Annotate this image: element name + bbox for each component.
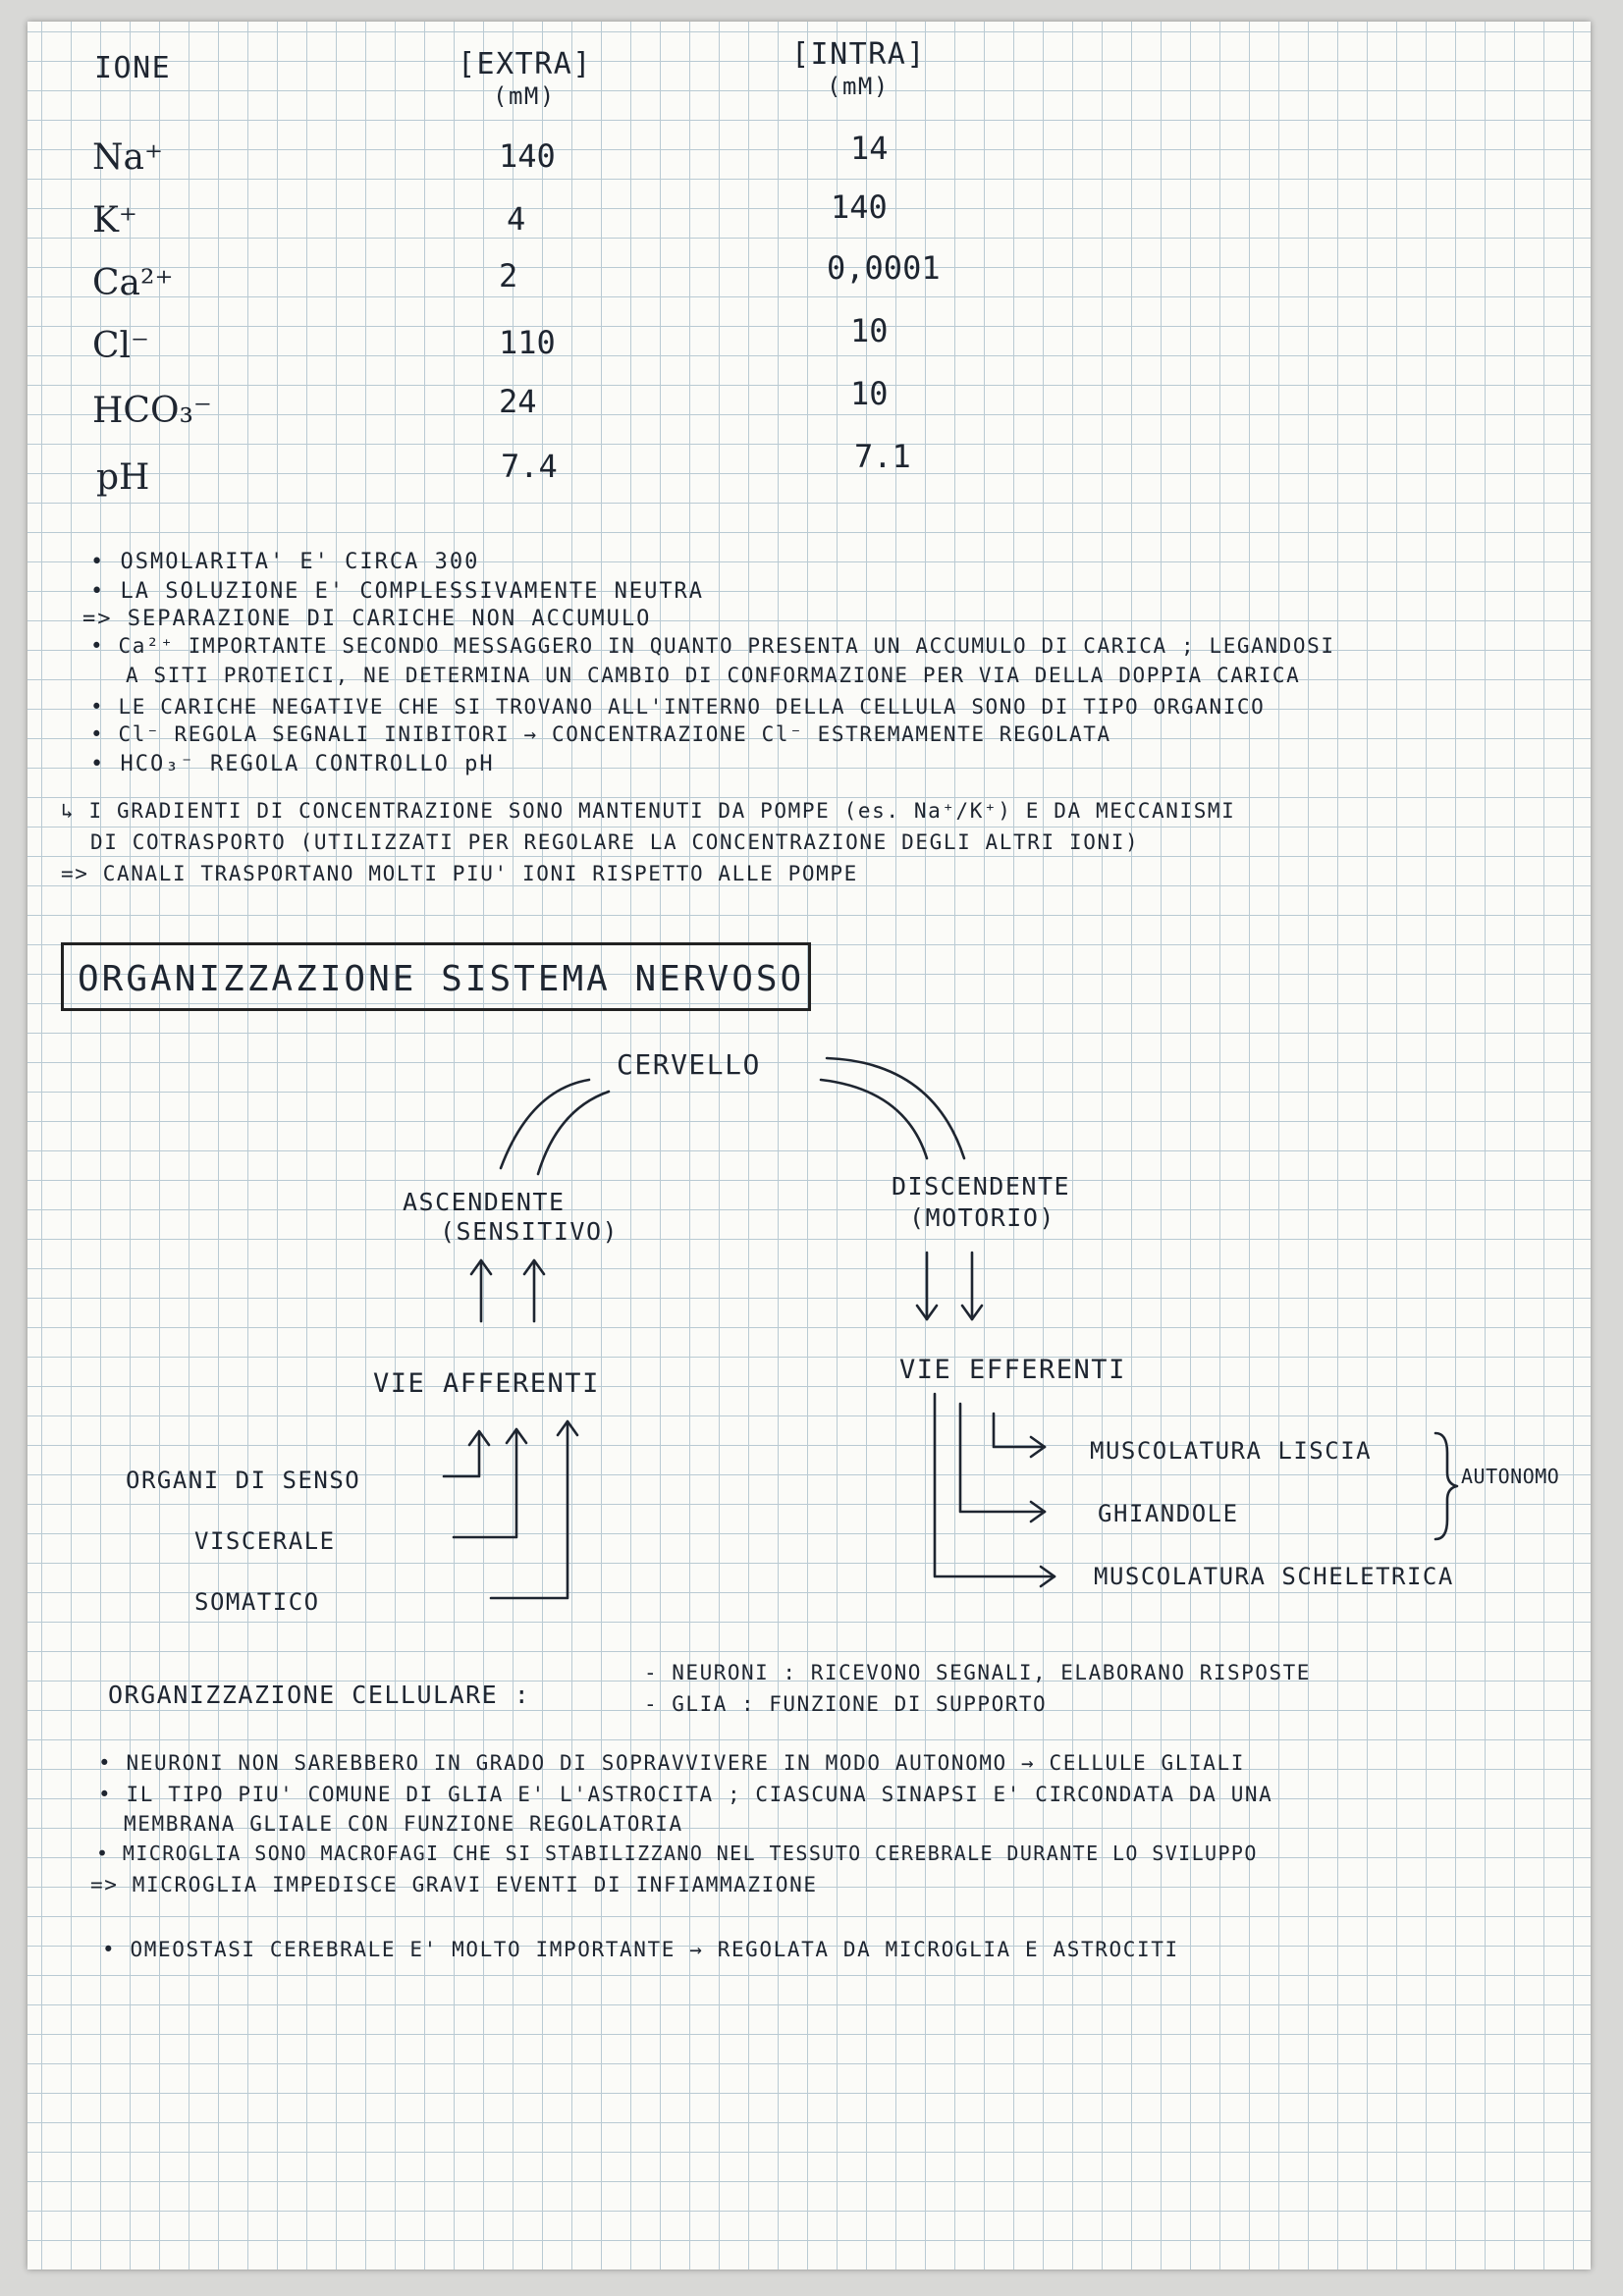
table-ion-cell: K⁺ [92,200,137,240]
diagram-afferent-source: SOMATICO [194,1588,320,1616]
diagram-ascending-label: ASCENDENTE [403,1188,566,1216]
note-line: • HCO₃⁻ REGOLA CONTROLLO pH [90,752,495,776]
table-intra-cell: 0,0001 [827,249,941,287]
table-intra-cell: 10 [850,375,889,412]
cell-org-glia: - GLIA : FUNZIONE DI SUPPORTO [644,1692,1048,1716]
diagram-efferent-target: GHIANDOLE [1098,1500,1239,1527]
table-intra-cell: 14 [850,130,889,167]
table-extra-cell: 110 [499,324,556,361]
note-line: • LE CARICHE NEGATIVE CHE SI TROVANO ALL'INTERNO DELLA CELLULA SONO DI TIPO ORGANICO [90,695,1266,719]
note-line: => CANALI TRASPORTANO MOLTI PIU' IONI RISPETTO ALLE POMPE [61,862,858,885]
note-line: • LA SOLUZIONE E' COMPLESSIVAMENTE NEUTRA [90,579,705,604]
table-header-intra-unit: (mM) [827,73,890,100]
note-line: • IL TIPO PIU' COMUNE DI GLIA E' L'ASTROCITA ; CIASCUNA SINAPSI E' CIRCONDATA DA UNA [98,1783,1273,1806]
diagram-efferent-target: MUSCOLATURA LISCIA [1090,1437,1373,1465]
afferent-somatic-arrow [491,1421,568,1598]
note-line: DI COTRASPORTO (UTILIZZATI PER REGOLARE LA CONCENTRAZIONE DEGLI ALTRI IONI) [90,830,1140,854]
section-title: ORGANIZZAZIONE SISTEMA NERVOSO [78,959,805,999]
note-line: • Ca²⁺ IMPORTANTE SECONDO MESSAGGERO IN QUANTO PRESENTA UN ACCUMULO DI CARICA ; LEGANDOSI [90,634,1335,658]
table-header-extra-unit: (mM) [493,82,556,110]
diagram-efferent-label: VIE EFFERENTI [899,1355,1126,1385]
table-intra-cell: 140 [831,188,888,226]
note-line: • OMEOSTASI CEREBRALE E' MOLTO IMPORTANTE → REGOLATA DA MICROGLIA E ASTROCITI [102,1938,1179,1961]
diagram-brain-label: CERVELLO [617,1048,761,1081]
note-line: => SEPARAZIONE DI CARICHE NON ACCUMULO [82,607,652,631]
diagram-afferent-source: ORGANI DI SENSO [126,1467,361,1494]
diagram-autonomic-label: AUTONOMO [1461,1465,1560,1488]
table-extra-cell: 24 [499,383,537,420]
note-line: • NEURONI NON SAREBBERO IN GRADO DI SOPRAVVIVERE IN MODO AUTONOMO → CELLULE GLIALI [98,1751,1245,1775]
diagram-ascending-sub: (SENSITIVO) [440,1217,620,1246]
table-ion-cell: pH [96,457,150,498]
cell-org-neurons: - NEURONI : RICEVONO SEGNALI, ELABORANO RISPOSTE [644,1661,1311,1684]
table-extra-cell: 140 [499,137,556,175]
note-line: MEMBRANA GLIALE CON FUNZIONE REGOLATORIA [124,1812,683,1836]
diagram-descending-sub: (MOTORIO) [909,1203,1055,1232]
table-extra-cell: 2 [499,257,518,294]
afferent-visceral-arrow [454,1429,516,1537]
table-extra-cell: 7.4 [501,448,558,485]
table-header-extra: [EXTRA] [458,47,592,81]
table-intra-cell: 7.1 [854,438,911,475]
note-line: • Cl⁻ REGOLA SEGNALI INIBITORI → CONCENTRAZIONE Cl⁻ ESTREMAMENTE REGOLATA [90,722,1111,746]
table-intra-cell: 10 [850,312,889,349]
table-header-intra: [INTRA] [791,37,926,72]
diagram-descending-label: DISCENDENTE [892,1172,1071,1201]
diagram-efferent-target: MUSCOLATURA SCHELETRICA [1094,1563,1454,1590]
table-ion-cell: Cl⁻ [92,326,150,366]
note-line: A SITI PROTEICI, NE DETERMINA UN CAMBIO DI CONFORMAZIONE PER VIA DELLA DOPPIA CARICA [126,664,1301,687]
diagram-afferent-label: VIE AFFERENTI [373,1368,600,1399]
diagram-afferent-source: VISCERALE [194,1527,336,1555]
note-line: • OSMOLARITA' E' CIRCA 300 [90,550,480,574]
note-line: => MICROGLIA IMPEDISCE GRAVI EVENTI DI INFIAMMAZIONE [90,1873,818,1896]
cell-org-label: ORGANIZZAZIONE CELLULARE : [108,1681,531,1709]
table-ion-cell: Na⁺ [92,137,163,178]
table-header-ion: IONE [94,51,172,85]
efferent-glands-arrow [960,1404,1045,1512]
note-line: ↳ I GRADIENTI DI CONCENTRAZIONE SONO MANTENUTI DA POMPE (es. Na⁺/K⁺) E DA MECCANISMI [61,799,1236,823]
note-line: • MICROGLIA SONO MACROFAGI CHE SI STABILIZZANO NEL TESSUTO CEREBRALE DURANTE LO SVILUPPO [96,1842,1258,1865]
table-extra-cell: 4 [507,200,526,238]
table-ion-cell: HCO₃⁻ [92,391,212,431]
brain-to-ascending-arc [538,1092,609,1174]
autonomic-brace [1435,1433,1457,1539]
table-ion-cell: Ca²⁺ [92,263,174,303]
brain-to-descending-arc [821,1080,927,1158]
